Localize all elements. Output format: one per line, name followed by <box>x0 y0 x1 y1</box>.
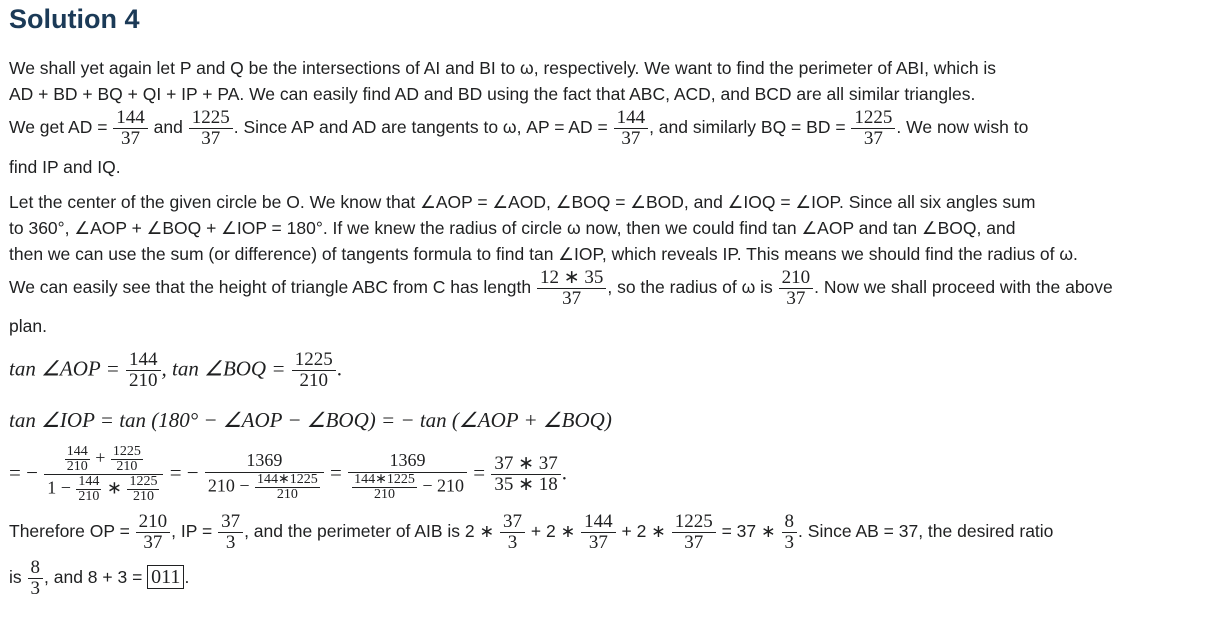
fraction-37-3: $\frac{37}{3}$ <box>500 512 525 553</box>
equation-tangents <box>9 350 342 391</box>
fraction-tan-boq: $\frac{1225}{210}$ <box>292 350 336 391</box>
fraction-8-3: $\frac{8}{3}$ <box>28 558 44 599</box>
fraction-small: $\frac{144}{210}$ <box>66 444 88 474</box>
para2-line4 <box>9 268 1113 309</box>
section-title: Solution 4 <box>9 4 140 34</box>
fraction-height: $\frac{12 ∗ 35}{37}$ <box>537 268 606 309</box>
para1-line3 <box>9 108 1028 149</box>
text: = <box>473 460 486 485</box>
text: , and 8 + 3 = <box>44 567 143 588</box>
text: We get AD = <box>9 117 108 138</box>
text: . Since AP and AD are tangents to ω, AP = AD = <box>233 117 608 138</box>
text: . Since AB = 37, the desired ratio <box>798 521 1054 542</box>
fraction-1225-37: $\frac{1225}{37}$ <box>189 108 233 149</box>
fraction-144-37: $\frac{144}{37}$ <box>614 108 649 149</box>
fraction-37-3: $\frac{37}{3}$ <box>218 512 243 553</box>
text: + 2 ∗ <box>530 521 576 542</box>
fraction-small: $\frac{144∗1225}{210}$ <box>354 471 415 502</box>
text: . We now wish to <box>896 117 1029 138</box>
fraction-144-37: $\frac{144}{37}$ <box>113 108 148 149</box>
fraction-small: $\frac{1225}{210}$ <box>129 474 158 504</box>
text: tan ∠AOP = <box>9 356 120 381</box>
text: = − <box>9 460 38 485</box>
para4-line1 <box>9 558 189 599</box>
answer-box: 011 <box>147 565 184 589</box>
text: = <box>330 460 342 485</box>
para2-line3: then we can use the sum (or difference) of tangents formula to find tan ∠IOP, which reveals IP. This means we should find the radius of ω. <box>9 244 1078 264</box>
fraction-tan-aop: $\frac{144}{210}$ <box>126 350 161 391</box>
text: , and similarly BQ = BD = <box>649 117 846 138</box>
equation-simplify: = − $\frac{144}{210}$ + $\frac{1225}{210}$ 1 − $\frac{144}{210}$ ∗ $\frac{1225}{210}$ = − 1369 210 − $\frac{144∗1225}{210}$ = 1369 $\frac{144∗1225}{210}$ − 210 = $\frac{37 ∗ 37}{35 ∗ 18}$ . <box>9 444 568 504</box>
fraction-small: $\frac{144∗1225}{210}$ <box>257 471 318 502</box>
text: , so the radius of ω is <box>607 277 773 298</box>
text: . <box>184 567 190 588</box>
fraction-1225-37: $\frac{1225}{37}$ <box>672 512 716 553</box>
text: + 2 ∗ <box>621 521 666 542</box>
text: = − <box>169 460 199 485</box>
para2-line1: Let the center of the given circle be O. We know that ∠AOP = ∠AOD, ∠BOQ = ∠BOD, and ∠IOQ = ∠IOP. Since all six angles sum <box>9 192 1036 212</box>
fraction-1225-37: $\frac{1225}{37}$ <box>851 108 895 149</box>
fraction-small: $\frac{144}{210}$ <box>78 474 100 504</box>
text: . Now we shall proceed with the above <box>814 277 1113 298</box>
fraction-8-3: $\frac{8}{3}$ <box>782 512 798 553</box>
text: and <box>153 117 183 138</box>
fraction-small: $\frac{1225}{210}$ <box>112 444 141 474</box>
fraction-radius: $\frac{210}{37}$ <box>779 268 814 309</box>
equation-tan-iop: tan ∠IOP = tan (180° − ∠AOP − ∠BOQ) = − tan (∠AOP + ∠BOQ) <box>9 408 612 432</box>
fraction-1369-a: 1369 210 − $\frac{144∗1225}{210}$ <box>205 448 324 502</box>
para2-line2: to 360°, ∠AOP + ∠BOQ + ∠IOP = 180°. If we knew the radius of circle ω now, then we could find tan ∠AOP and tan ∠BOQ, and <box>9 218 1016 238</box>
fraction-result: $\frac{37 ∗ 37}{35 ∗ 18}$ <box>491 454 560 495</box>
fraction-210-37: $\frac{210}{37}$ <box>136 512 171 553</box>
fraction-144-37: $\frac{144}{37}$ <box>581 512 616 553</box>
para2-line5: plan. <box>9 316 47 336</box>
text: , tan ∠BOQ = <box>161 356 286 381</box>
text: Therefore OP = <box>9 521 130 542</box>
fraction-1369-b: 1369 $\frac{144∗1225}{210}$ − 210 <box>348 448 467 502</box>
para3-line1 <box>9 512 1053 553</box>
text: = 37 ∗ <box>721 521 776 542</box>
text: . <box>336 356 343 381</box>
compound-fraction: $\frac{144}{210}$ + $\frac{1225}{210}$ 1 − $\frac{144}{210}$ ∗ $\frac{1225}{210}$ <box>44 445 163 504</box>
text: , and the perimeter of AIB is 2 ∗ <box>244 521 495 542</box>
para1-line4: find IP and IQ. <box>9 157 121 177</box>
para1-line1: We shall yet again let P and Q be the intersections of AI and BI to ω, respectively. We want to find the perimeter of ABI, which is <box>9 58 997 78</box>
text: , IP = <box>171 521 213 542</box>
para1-line2: AD + BD + BQ + QI + IP + PA. We can easily find AD and BD using the fact that ABC, ACD, and BCD are all similar triangles. <box>9 84 976 104</box>
text: We can easily see that the height of triangle ABC from C has length <box>9 277 532 298</box>
text: is <box>9 567 22 588</box>
